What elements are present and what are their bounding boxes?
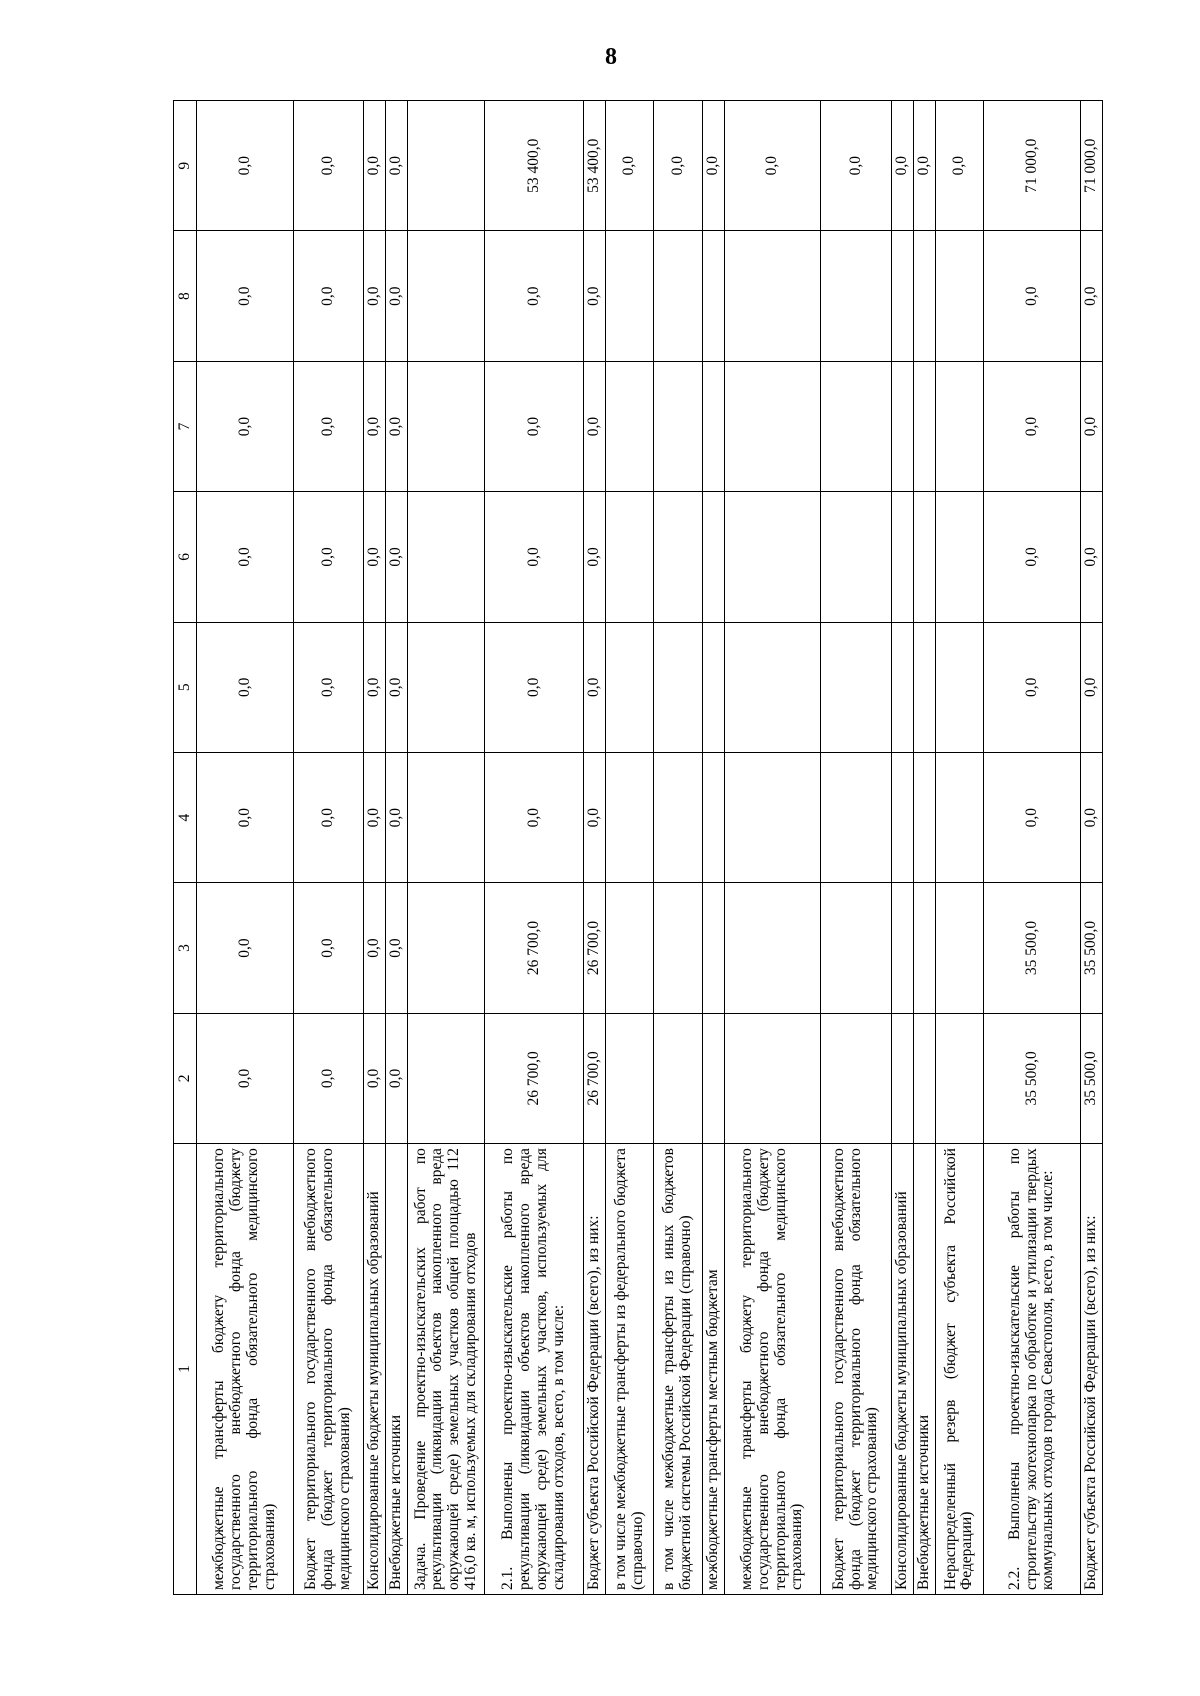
cell-value: 0,0 bbox=[1080, 231, 1102, 361]
table-row bbox=[702, 101, 724, 1595]
cell-value: 0,0 bbox=[293, 361, 363, 491]
cell-value: 0,0 bbox=[293, 1013, 363, 1143]
cell-value bbox=[702, 883, 724, 1013]
row-label: в том числе межбюджетные трансферты из иных бюджетов бюджетной системы Российской Федерации (справочно) bbox=[654, 1144, 702, 1595]
cell-value bbox=[605, 1013, 653, 1143]
cell-value bbox=[935, 492, 983, 622]
cell-value: 35 500,0 bbox=[984, 883, 1081, 1013]
column-header-4: 4 bbox=[174, 752, 197, 882]
cell-value: 26 700,0 bbox=[484, 1013, 583, 1143]
cell-value: 0,0 bbox=[1080, 361, 1102, 491]
table-row bbox=[1080, 101, 1102, 1595]
cell-value bbox=[821, 361, 891, 491]
table-row bbox=[654, 101, 702, 1595]
cell-value: 0,0 bbox=[984, 361, 1081, 491]
cell-value bbox=[605, 231, 653, 361]
cell-value: 0,0 bbox=[197, 361, 294, 491]
budget-table-container bbox=[173, 100, 1103, 1595]
cell-value: 0,0 bbox=[386, 492, 408, 622]
cell-value bbox=[724, 361, 821, 491]
cell-value bbox=[891, 361, 913, 491]
column-header-3: 3 bbox=[174, 883, 197, 1013]
cell-value: 0,0 bbox=[984, 231, 1081, 361]
cell-value: 35 500,0 bbox=[1080, 1013, 1102, 1143]
table-row bbox=[821, 101, 891, 1595]
cell-value: 0,0 bbox=[484, 361, 583, 491]
cell-value bbox=[913, 231, 935, 361]
column-header-8: 8 bbox=[174, 231, 197, 361]
row-label: межбюджетные трансферты местным бюджетам bbox=[702, 1144, 724, 1595]
cell-value: 0,0 bbox=[891, 101, 913, 231]
cell-value: 0,0 bbox=[364, 883, 386, 1013]
row-label: межбюджетные трансферты бюджету территориального государственного внебюджетного фонда (бюджету территориального фонда обязательного медицинского страхования) bbox=[197, 1144, 294, 1595]
cell-value bbox=[605, 883, 653, 1013]
cell-value bbox=[408, 492, 485, 622]
column-header-6: 6 bbox=[174, 492, 197, 622]
cell-value bbox=[821, 883, 891, 1013]
cell-value bbox=[724, 752, 821, 882]
cell-value: 0,0 bbox=[386, 101, 408, 231]
cell-value: 0,0 bbox=[293, 231, 363, 361]
row-label: 2.1. Выполнены проектно-изыскательские работы по рекультивации (ликвидации объектов накопленного вреда окружающей среде) земельных участков, используемых для складирования отходов, всего, в том числе: bbox=[484, 1144, 583, 1595]
budget-table bbox=[173, 100, 1103, 1595]
cell-value: 71 000,0 bbox=[1080, 101, 1102, 231]
cell-value: 0,0 bbox=[583, 752, 605, 882]
cell-value bbox=[724, 622, 821, 752]
cell-value: 0,0 bbox=[583, 231, 605, 361]
cell-value: 0,0 bbox=[386, 752, 408, 882]
cell-value: 26 700,0 bbox=[484, 883, 583, 1013]
cell-value: 0,0 bbox=[364, 752, 386, 882]
cell-value: 0,0 bbox=[724, 101, 821, 231]
table-row bbox=[408, 101, 485, 1595]
cell-value bbox=[821, 492, 891, 622]
row-label: Бюджет субъекта Российской Федерации (всего), из них: bbox=[583, 1144, 605, 1595]
cell-value bbox=[821, 752, 891, 882]
row-label: Бюджет территориального государственного внебюджетного фонда (бюджет территориального фонда обязательного медицинского страхования) bbox=[821, 1144, 891, 1595]
cell-value bbox=[913, 622, 935, 752]
column-header-7: 7 bbox=[174, 361, 197, 491]
cell-value bbox=[724, 883, 821, 1013]
table-row bbox=[605, 101, 653, 1595]
cell-value bbox=[724, 1013, 821, 1143]
cell-value: 0,0 bbox=[583, 361, 605, 491]
cell-value: 71 000,0 bbox=[984, 101, 1081, 231]
cell-value: 0,0 bbox=[913, 101, 935, 231]
cell-value bbox=[891, 883, 913, 1013]
cell-value: 0,0 bbox=[197, 622, 294, 752]
cell-value: 0,0 bbox=[197, 231, 294, 361]
row-label: Консолидированные бюджеты муниципальных образований bbox=[364, 1144, 386, 1595]
cell-value: 0,0 bbox=[386, 622, 408, 752]
row-label: в том числе межбюджетные трансферты из федерального бюджета (справочно) bbox=[605, 1144, 653, 1595]
table-row bbox=[197, 101, 294, 1595]
cell-value: 0,0 bbox=[654, 101, 702, 231]
column-header-1: 1 bbox=[174, 1144, 197, 1595]
cell-value bbox=[605, 361, 653, 491]
cell-value: 0,0 bbox=[935, 101, 983, 231]
cell-value: 0,0 bbox=[293, 883, 363, 1013]
cell-value bbox=[935, 752, 983, 882]
table-body bbox=[197, 101, 1103, 1595]
cell-value bbox=[891, 231, 913, 361]
cell-value bbox=[605, 622, 653, 752]
cell-value bbox=[605, 752, 653, 882]
cell-value: 0,0 bbox=[386, 883, 408, 1013]
table-row bbox=[935, 101, 983, 1595]
cell-value: 0,0 bbox=[293, 492, 363, 622]
row-label: Задача. Проведение проектно-изыскательских работ по рекультивации (ликвидации объектов накопленного вреда окружающей среде) земельных участков общей площадью 112 416,0 кв. м, используемых для складирования отходов bbox=[408, 1144, 485, 1595]
cell-value bbox=[408, 101, 485, 231]
table-row bbox=[364, 101, 386, 1595]
cell-value bbox=[821, 231, 891, 361]
row-label: Нераспределенный резерв (бюджет субъекта Российской Федерации) bbox=[935, 1144, 983, 1595]
cell-value bbox=[702, 622, 724, 752]
cell-value bbox=[891, 752, 913, 882]
cell-value bbox=[654, 1013, 702, 1143]
cell-value bbox=[702, 1013, 724, 1143]
cell-value bbox=[408, 752, 485, 882]
cell-value bbox=[408, 883, 485, 1013]
cell-value: 0,0 bbox=[293, 622, 363, 752]
cell-value bbox=[724, 492, 821, 622]
column-header-2: 2 bbox=[174, 1013, 197, 1143]
cell-value: 0,0 bbox=[1080, 622, 1102, 752]
cell-value bbox=[935, 231, 983, 361]
cell-value bbox=[408, 361, 485, 491]
cell-value bbox=[891, 622, 913, 752]
cell-value bbox=[913, 361, 935, 491]
table-row bbox=[484, 101, 583, 1595]
cell-value: 0,0 bbox=[605, 101, 653, 231]
column-header-9: 9 bbox=[174, 101, 197, 231]
row-label: Консолидированные бюджеты муниципальных образований bbox=[891, 1144, 913, 1595]
cell-value bbox=[913, 883, 935, 1013]
cell-value: 35 500,0 bbox=[984, 1013, 1081, 1143]
table-row bbox=[913, 101, 935, 1595]
cell-value: 0,0 bbox=[1080, 752, 1102, 882]
cell-value: 0,0 bbox=[984, 492, 1081, 622]
cell-value bbox=[702, 231, 724, 361]
cell-value bbox=[935, 1013, 983, 1143]
row-label: Бюджет субъекта Российской Федерации (всего), из них: bbox=[1080, 1144, 1102, 1595]
cell-value bbox=[408, 231, 485, 361]
cell-value: 0,0 bbox=[364, 361, 386, 491]
cell-value: 0,0 bbox=[821, 101, 891, 231]
cell-value bbox=[913, 752, 935, 882]
cell-value: 0,0 bbox=[984, 752, 1081, 882]
cell-value: 0,0 bbox=[364, 1013, 386, 1143]
cell-value bbox=[821, 1013, 891, 1143]
cell-value bbox=[702, 752, 724, 882]
cell-value: 0,0 bbox=[484, 752, 583, 882]
cell-value: 26 700,0 bbox=[583, 883, 605, 1013]
cell-value: 26 700,0 bbox=[583, 1013, 605, 1143]
cell-value bbox=[702, 492, 724, 622]
cell-value: 0,0 bbox=[984, 622, 1081, 752]
cell-value bbox=[654, 883, 702, 1013]
cell-value: 0,0 bbox=[484, 231, 583, 361]
cell-value bbox=[408, 1013, 485, 1143]
cell-value bbox=[654, 622, 702, 752]
cell-value: 0,0 bbox=[1080, 492, 1102, 622]
row-label: Бюджет территориального государственного внебюджетного фонда (бюджет территориального фонда обязательного медицинского страхования) bbox=[293, 1144, 363, 1595]
cell-value: 0,0 bbox=[364, 492, 386, 622]
table-row bbox=[583, 101, 605, 1595]
cell-value bbox=[935, 883, 983, 1013]
cell-value bbox=[654, 361, 702, 491]
table-row bbox=[724, 101, 821, 1595]
cell-value bbox=[935, 622, 983, 752]
table-row bbox=[293, 101, 363, 1595]
cell-value: 0,0 bbox=[293, 752, 363, 882]
cell-value: 0,0 bbox=[197, 883, 294, 1013]
cell-value: 0,0 bbox=[364, 622, 386, 752]
cell-value: 0,0 bbox=[484, 492, 583, 622]
cell-value: 0,0 bbox=[702, 101, 724, 231]
cell-value: 0,0 bbox=[364, 231, 386, 361]
cell-value: 0,0 bbox=[386, 361, 408, 491]
column-number-row bbox=[174, 101, 197, 1595]
cell-value: 0,0 bbox=[386, 1013, 408, 1143]
cell-value bbox=[724, 231, 821, 361]
cell-value: 0,0 bbox=[197, 1013, 294, 1143]
cell-value: 0,0 bbox=[386, 231, 408, 361]
row-label: Внебюджетные источники bbox=[386, 1144, 408, 1595]
cell-value: 0,0 bbox=[484, 622, 583, 752]
column-header-5: 5 bbox=[174, 622, 197, 752]
cell-value bbox=[702, 361, 724, 491]
cell-value bbox=[605, 492, 653, 622]
cell-value bbox=[935, 361, 983, 491]
row-label: Внебюджетные источники bbox=[913, 1144, 935, 1595]
row-label: межбюджетные трансферты бюджету территориального государственного внебюджетного фонда (бюджету территориального фонда обязательного медицинского страхования) bbox=[724, 1144, 821, 1595]
cell-value bbox=[654, 492, 702, 622]
cell-value bbox=[654, 752, 702, 882]
cell-value bbox=[408, 622, 485, 752]
cell-value: 35 500,0 bbox=[1080, 883, 1102, 1013]
cell-value: 0,0 bbox=[583, 622, 605, 752]
cell-value bbox=[891, 492, 913, 622]
cell-value bbox=[891, 1013, 913, 1143]
row-label: 2.2. Выполнены проектно-изыскательские работы по строительству экотехнопарка по обработке и утилизации твердых коммунальных отходов города Севастополя, всего, в том числе: bbox=[984, 1144, 1081, 1595]
cell-value: 53 400,0 bbox=[484, 101, 583, 231]
cell-value bbox=[913, 492, 935, 622]
cell-value: 0,0 bbox=[293, 101, 363, 231]
table-row bbox=[984, 101, 1081, 1595]
cell-value: 0,0 bbox=[197, 492, 294, 622]
cell-value: 53 400,0 bbox=[583, 101, 605, 231]
cell-value bbox=[821, 622, 891, 752]
table-row bbox=[386, 101, 408, 1595]
page-number: 8 bbox=[605, 44, 617, 70]
cell-value: 0,0 bbox=[197, 101, 294, 231]
cell-value: 0,0 bbox=[197, 752, 294, 882]
table-row bbox=[891, 101, 913, 1595]
cell-value bbox=[913, 1013, 935, 1143]
cell-value: 0,0 bbox=[364, 101, 386, 231]
cell-value bbox=[654, 231, 702, 361]
cell-value: 0,0 bbox=[583, 492, 605, 622]
